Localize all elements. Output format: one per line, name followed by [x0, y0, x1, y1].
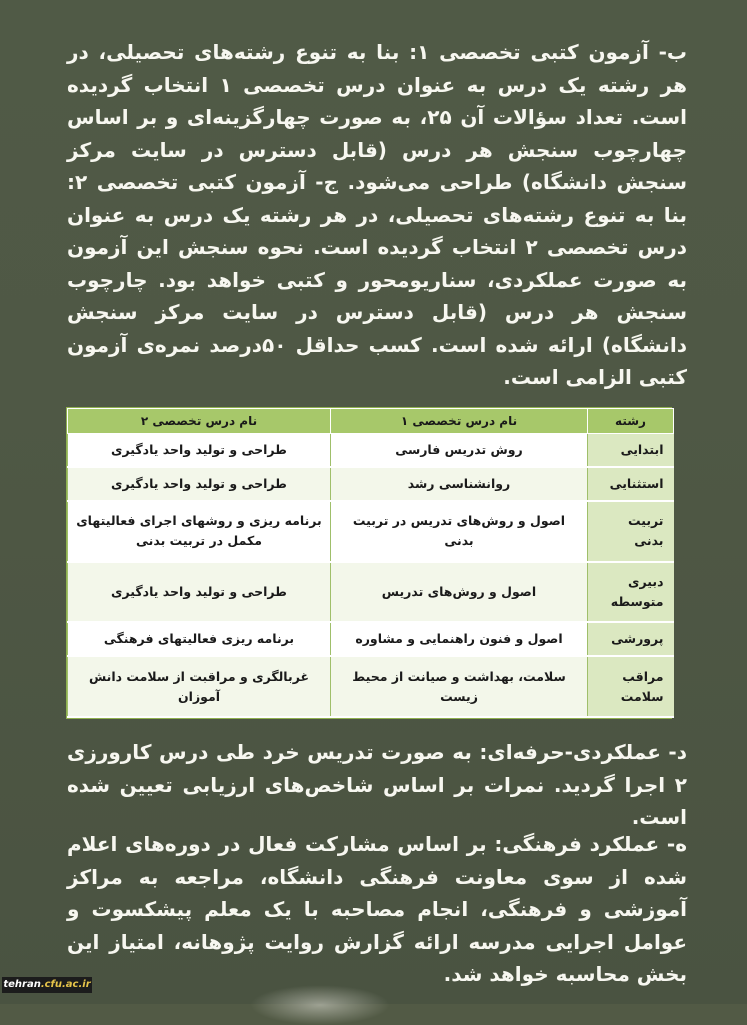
cell-field: تربیت بدنی: [588, 501, 674, 562]
table-row: [68, 434, 674, 468]
courses-table: [66, 407, 672, 719]
cell-field: استثنایی: [588, 467, 674, 501]
watermark-site: tehran: [3, 979, 41, 990]
table-row: [68, 501, 674, 562]
cell-field: ابتدایی: [588, 434, 674, 468]
cell-course2: برنامه ریزی و روشهای اجرای فعالیتهای مکمل در تربیت بدنی: [68, 501, 331, 562]
table-row: [68, 622, 674, 656]
header-course1: نام درس تخصصی ۱: [331, 409, 588, 434]
cell-course1: روش تدریس فارسی: [331, 434, 588, 468]
table-row: [68, 467, 674, 501]
watermark-badge: [2, 977, 92, 993]
cell-course1: اصول و روش‌های تدریس: [331, 562, 588, 623]
courses-table-grid: [67, 408, 674, 718]
cell-field: پرورشی: [588, 622, 674, 656]
light-reflection: [250, 985, 390, 1025]
cell-course1: اصول و روش‌های تدریس در تربیت بدنی: [331, 501, 588, 562]
cell-course2: طراحی و تولید واحد یادگیری: [68, 467, 331, 501]
cell-course1: اصول و فنون راهنمایی و مشاوره: [331, 622, 588, 656]
header-course2: نام درس تخصصی ۲: [68, 409, 331, 434]
cell-course2: غربالگری و مراقبت از سلامت دانش آموزان: [68, 656, 331, 717]
table-row: [68, 562, 674, 623]
table-row: [68, 656, 674, 717]
cell-field: مراقب سلامت: [588, 656, 674, 717]
cell-course1: سلامت، بهداشت و صیانت از محیط زیست: [331, 656, 588, 717]
header-field: رشته: [588, 409, 674, 434]
cell-course2: طراحی و تولید واحد یادگیری: [68, 434, 331, 468]
cell-course1: روانشناسی رشد: [331, 467, 588, 501]
table-header-row: [68, 409, 674, 434]
cell-course2: طراحی و تولید واحد یادگیری: [68, 562, 331, 623]
paragraph-cultural-performance: ه- عملکرد فرهنگی: بر اساس مشارکت فعال در دوره‌های اعلام شده از سوی معاونت فرهنگی دانشگاه، مراجعه به مراکز آموزشی و فرهنگی، انجام مصاحبه با یک معلم پیشکسوت و عوامل اجرایی مدرسه ارائه گزارش روایت پژوهانه، امتیاز این بخش محاسبه خواهد شد.: [67, 832, 687, 986]
paragraph-professional-performance: د- عملکردی-حرفه‌ای: به صورت تدریس خرد طی درس کارورزی ۲ اجرا گردید. نمرات بر اساس شاخص‌های ارزیابی تعیین شده است.: [67, 740, 687, 829]
cell-course2: برنامه ریزی فعالیتهای فرهنگی: [68, 622, 331, 656]
paragraph-written-exams: ب- آزمون کتبی تخصصی ۱: بنا به تنوع رشته‌های تحصیلی، در هر رشته یک درس به عنوان درس تخصصی ۱ انتخاب گردیده است. تعداد سؤالات آن ۲۵، به صورت چهارگزینه‌ای و بر اساس چهارچوب سنجش هر درس (قابل دسترس در سایت مرکز سنجش دانشگاه) طراحی می‌شود. ج- آزمون کتبی تخصصی ۲: بنا به تنوع رشته‌های تحصیلی، در هر رشته یک درس به عنوان درس تخصصی ۲ انتخاب گردیده است. نحوه سنجش این آزمون به صورت عملکردی، سناریومحور و کتبی خواهد بود. چارچوب سنجش هر درس (قابل دسترس در سایت مرکز سنجش دانشگاه) ارائه شده است. کسب حداقل ۵۰درصد نمره‌ی آزمون کتبی الزامی است.: [67, 40, 687, 389]
cell-field: دبیری متوسطه: [588, 562, 674, 623]
watermark-domain: .cfu.ac.ir: [40, 979, 91, 990]
